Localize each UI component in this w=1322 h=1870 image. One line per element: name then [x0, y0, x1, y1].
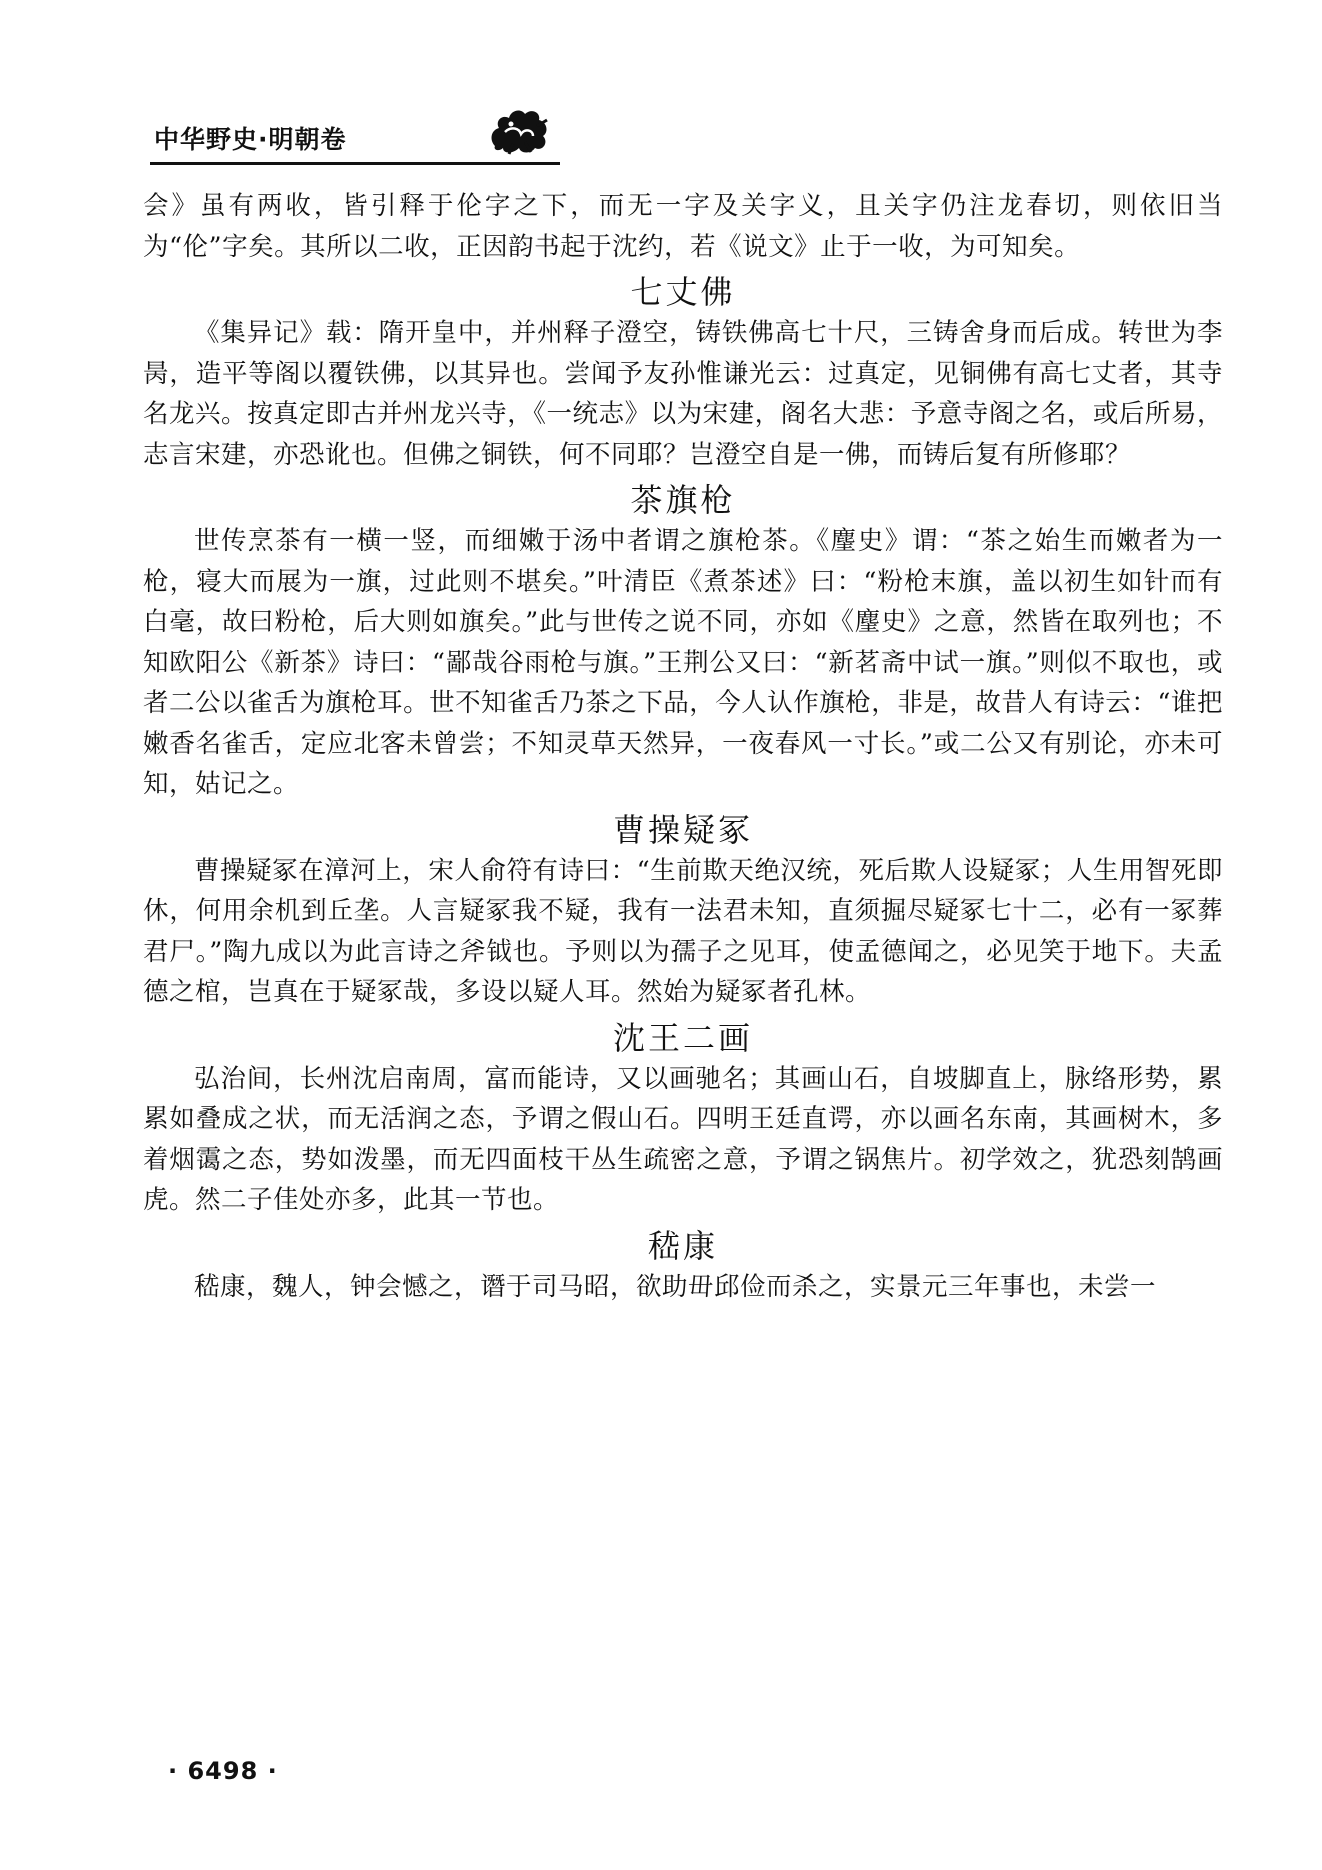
running-header	[150, 112, 560, 165]
dragon-icon	[485, 102, 555, 160]
section-title-qizhangfo: 七丈佛	[630, 273, 736, 311]
section-title-caocao-yizhong: 曹操疑冢	[612, 810, 753, 849]
section-body-qizhangfo: 《集异记》载：隋开皇中，并州释子澄空，铸铁佛高七十尺，三铸舍身而后成。转世为李昺，造平等阁以覆铁佛，以其异也。尝闻予友孙惟谦光云：过真定，见铜佛有高七丈者，其寺名龙兴。按真定即古并州龙兴寺，《一统志》以为宋建，阁名大悲：予意寺阁之名，或后所易，志言宋建，亦恐讹也。但佛之铜铁，何不同耶？岂澄空自是一佛，而铸后复有所修耶？	[143, 318, 1223, 470]
section-body-shenwang-erhua: 弘治间，长州沈启南周，富而能诗，又以画驰名；其画山石，自坡脚直上，脉络形势，累累如叠成之状，而无活润之态，予谓之假山石。四明王廷直谔，亦以画名东南，其画树木，多着烟霭之态，势如泼墨，而无四面枝干丛生疏密之意，予谓之锅焦片。初学效之，犹恐刻鹄画虎。然二子佳处亦多，此其一节也。	[143, 1063, 1223, 1215]
page-body	[143, 186, 1223, 1307]
section-body-caocao-yizhong: 曹操疑冢在漳河上，宋人俞符有诗曰：“生前欺天绝汉统，死后欺人设疑冢；人生用智死即休，何用余机到丘垄。人言疑冢我不疑，我有一法君未知，直须掘尽疑冢七十二，必有一冢葬君尸。”陶九成以为此言诗之斧钺也。予则以为孺子之见耳，使孟德闻之，必见笑于地下。夫孟德之棺，岂真在于疑冢哉，多设以疑人耳。然始为疑冢者孔林。	[143, 855, 1223, 1007]
page-number: · 6498 ·	[168, 1757, 278, 1785]
intro-paragraph: 会》虽有两收，皆引释于伦字之下，而无一字及关字义，且关字仍注龙春切，则依旧当为“伦”字矣。其所以二收，正因韵书起于沈约，若《说文》止于一收，为可知矣。	[143, 191, 1223, 262]
section-title-jikang: 嵇康	[647, 1226, 718, 1265]
section-title-shenwang-erhua: 沈王二画	[612, 1018, 753, 1057]
book-title: 中华野史·明朝卷	[154, 125, 347, 154]
section-title-chaqiqiang: 茶旗枪	[630, 481, 736, 519]
section-body-jikang: 嵇康，魏人，钟会憾之，谮于司马昭，欲助毌邱俭而杀之，实景元三年事也，未尝一	[194, 1271, 1157, 1302]
section-body-chaqiqiang: 世传烹茶有一横一竖，而细嫩于汤中者谓之旗枪茶。《麈史》谓：“茶之始生而嫩者为一枪，寝大而展为一旗，过此则不堪矣。”叶清臣《煮茶述》曰：“粉枪末旗，盖以初生如针而有白毫，故曰粉枪，后大则如旗矣。”此与世传之说不同，亦如《麈史》之意，然皆在取列也；不知欧阳公《新茶》诗曰：“鄙哉谷雨枪与旗。”王荆公又曰：“新茗斋中试一旗。”则似不取也，或者二公以雀舌为旗枪耳。世不知雀舌乃茶之下品，今人认作旗枪，非是，故昔人有诗云：“谁把嫩香名雀舌，定应北客未曾尝；不知灵草天然异，一夜春风一寸长。”或二公又有别论，亦未可知，姑记之。	[143, 526, 1223, 799]
